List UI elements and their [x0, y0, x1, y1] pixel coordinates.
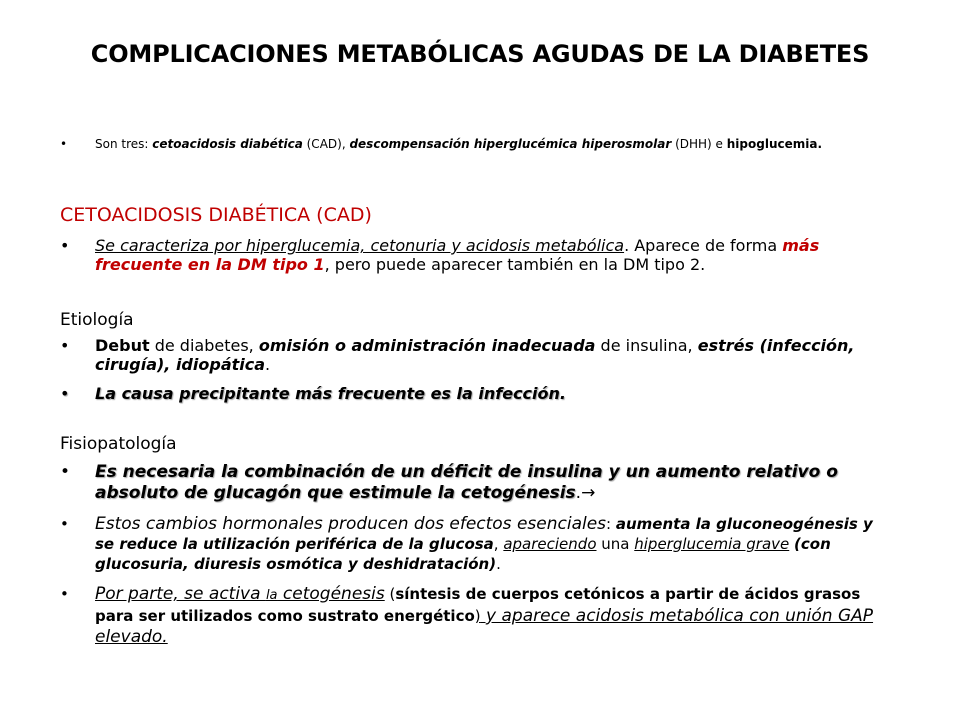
- intro-bullet: [60, 136, 900, 152]
- bullet-icon: •: [60, 137, 68, 151]
- etiologia-bullet-2: [60, 384, 880, 403]
- etiologia-text-1: Debut de diabetes, omisión o administración inadecuada de insulina, estrés (infección, cirugía), idiopática.: [95, 336, 855, 374]
- cad-heading: CETOACIDOSIS DIABÉTICA (CAD): [60, 204, 372, 226]
- cad-text: Se caracteriza por hiperglucemia, cetonuria y acidosis metabólica. Aparece de forma más frecuente en la DM tipo 1, pero puede aparecer también en la DM tipo 2.: [95, 236, 820, 274]
- fisiopatologia-bullet-3: [60, 584, 880, 648]
- arrow-right-icon: →: [581, 483, 596, 503]
- fisiopatologia-bullet-1: [60, 462, 880, 504]
- fisiopatologia-bullet-2: [60, 514, 880, 574]
- fisiopatologia-text-3: Por parte, se activa la cetogénesis (síntesis de cuerpos cetónicos a partir de ácidos grasos para ser utilizados como sustrato energético) y aparece acidosis metabólica con unión GAP elevado.: [95, 584, 874, 647]
- etiologia-heading: Etiología: [60, 310, 134, 330]
- fisiopatologia-text-2: Estos cambios hormonales producen dos efectos esenciales: aumenta la gluconeogénesis y se reduce la utilización periférica de la glucosa, apareciendo una hiperglucemia grave (con glucosuria, diuresis osmótica y deshidratación).: [95, 514, 873, 573]
- etiologia-text-2: La causa precipitante más frecuente es la infección.: [95, 384, 566, 403]
- bullet-icon: •: [60, 236, 70, 255]
- fisiopatologia-heading: Fisiopatología: [60, 434, 177, 454]
- intro-text: Son tres: cetoacidosis diabética (CAD), descompensación hiperglucémica hiperosmolar (DHH) e hipoglucemia.: [95, 137, 823, 151]
- bullet-icon: •: [60, 515, 69, 533]
- fisiopatologia-text-1: Es necesaria la combinación de un déficit de insulina y un aumento relativo o absoluto de glucagón que estimule la cetogénesis.→: [95, 462, 838, 503]
- etiologia-bullet-1: [60, 336, 880, 374]
- bullet-icon: •: [60, 462, 71, 482]
- slide-title: COMPLICACIONES METABÓLICAS AGUDAS DE LA DIABETES: [90, 40, 870, 68]
- cad-bullet: [60, 236, 880, 274]
- bullet-icon: •: [60, 585, 69, 603]
- bullet-icon: •: [60, 336, 70, 355]
- bullet-icon: •: [60, 384, 70, 403]
